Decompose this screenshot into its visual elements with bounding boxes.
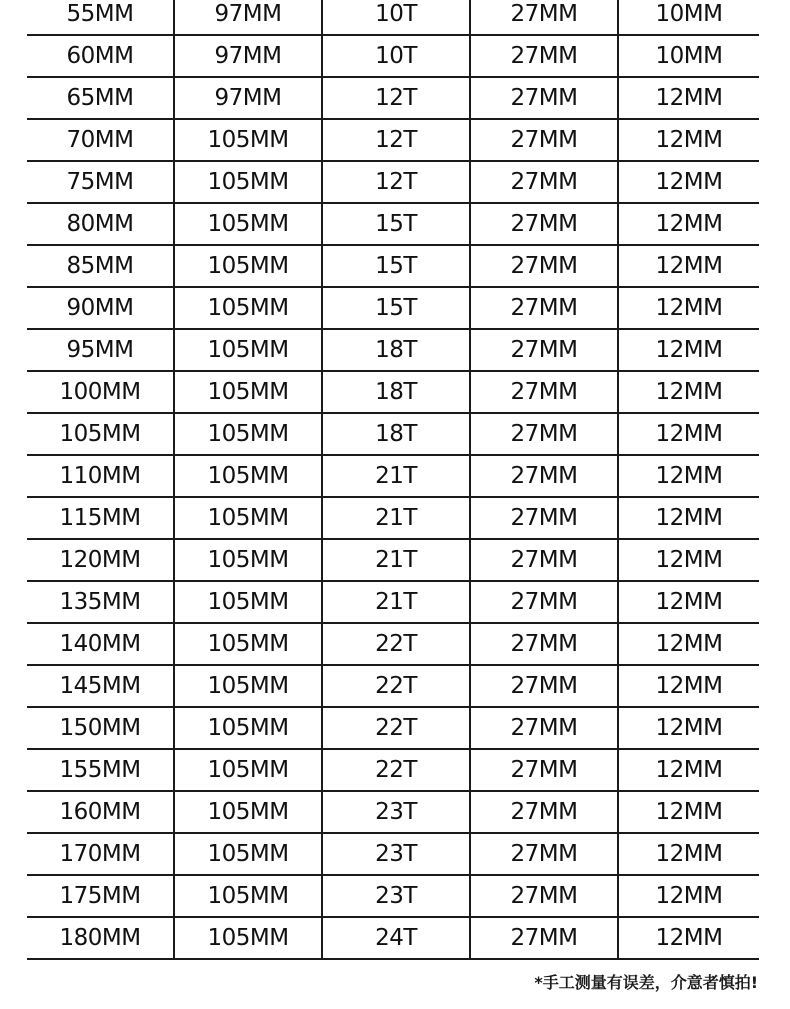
table-row (27, 35, 759, 77)
table-cell: 12MM (618, 581, 759, 623)
table-cell: 23T (322, 875, 470, 917)
table-cell: 85MM (27, 245, 174, 287)
table-cell: 27MM (470, 35, 618, 77)
table-row (27, 119, 759, 161)
table-cell: 105MM (174, 455, 322, 497)
table-cell: 18T (322, 413, 470, 455)
table-cell: 12MM (618, 539, 759, 581)
table-cell: 105MM (174, 329, 322, 371)
table-cell: 27MM (470, 749, 618, 791)
table-cell: 10T (322, 35, 470, 77)
table-cell: 55MM (27, 0, 174, 35)
table-cell: 12T (322, 77, 470, 119)
table-cell: 22T (322, 623, 470, 665)
table-cell: 105MM (174, 539, 322, 581)
table-cell: 105MM (174, 287, 322, 329)
table-cell: 100MM (27, 371, 174, 413)
table-cell: 12MM (618, 455, 759, 497)
table-cell: 150MM (27, 707, 174, 749)
table-cell: 27MM (470, 833, 618, 875)
table-cell: 27MM (470, 203, 618, 245)
table-cell: 12T (322, 119, 470, 161)
table-row (27, 665, 759, 707)
table-cell: 21T (322, 539, 470, 581)
table-cell: 27MM (470, 917, 618, 959)
table-cell: 27MM (470, 77, 618, 119)
table-cell: 27MM (470, 791, 618, 833)
table-cell: 12MM (618, 329, 759, 371)
table-cell: 27MM (470, 161, 618, 203)
table-cell: 10T (322, 0, 470, 35)
table-row (27, 581, 759, 623)
table-cell: 15T (322, 287, 470, 329)
table-cell: 12MM (618, 875, 759, 917)
table-cell: 24T (322, 917, 470, 959)
table-cell: 12MM (618, 245, 759, 287)
table-cell: 22T (322, 749, 470, 791)
table-cell: 27MM (470, 665, 618, 707)
table-cell: 12MM (618, 707, 759, 749)
table-cell: 27MM (470, 455, 618, 497)
spec-table-body (27, 0, 759, 959)
table-row (27, 245, 759, 287)
table-cell: 27MM (470, 497, 618, 539)
table-cell: 27MM (470, 0, 618, 35)
table-cell: 115MM (27, 497, 174, 539)
table-cell: 105MM (174, 875, 322, 917)
table-cell: 80MM (27, 203, 174, 245)
table-row (27, 203, 759, 245)
measurement-disclaimer: *手工测量有误差，介意者慎拍! (534, 973, 758, 992)
table-cell: 105MM (174, 623, 322, 665)
table-row (27, 287, 759, 329)
table-row (27, 497, 759, 539)
table-cell: 23T (322, 791, 470, 833)
table-row (27, 455, 759, 497)
table-cell: 75MM (27, 161, 174, 203)
table-cell: 105MM (174, 833, 322, 875)
table-cell: 160MM (27, 791, 174, 833)
table-row (27, 707, 759, 749)
table-cell: 27MM (470, 119, 618, 161)
table-cell: 105MM (174, 119, 322, 161)
table-cell: 105MM (27, 413, 174, 455)
table-cell: 27MM (470, 413, 618, 455)
table-cell: 120MM (27, 539, 174, 581)
table-row (27, 329, 759, 371)
table-cell: 27MM (470, 581, 618, 623)
table-cell: 105MM (174, 413, 322, 455)
table-cell: 27MM (470, 707, 618, 749)
table-row (27, 791, 759, 833)
table-cell: 97MM (174, 77, 322, 119)
table-cell: 145MM (27, 665, 174, 707)
table-cell: 21T (322, 581, 470, 623)
table-cell: 140MM (27, 623, 174, 665)
table-cell: 27MM (470, 539, 618, 581)
table-cell: 105MM (174, 707, 322, 749)
table-row (27, 371, 759, 413)
table-cell: 12MM (618, 203, 759, 245)
table-cell: 135MM (27, 581, 174, 623)
table-cell: 12MM (618, 497, 759, 539)
table-cell: 27MM (470, 623, 618, 665)
table-cell: 27MM (470, 287, 618, 329)
table-row (27, 833, 759, 875)
table-row (27, 161, 759, 203)
table-cell: 27MM (470, 875, 618, 917)
table-cell: 180MM (27, 917, 174, 959)
table-cell: 12MM (618, 917, 759, 959)
table-cell: 12MM (618, 791, 759, 833)
table-cell: 12MM (618, 665, 759, 707)
table-row (27, 749, 759, 791)
table-cell: 12MM (618, 833, 759, 875)
spec-table (27, 0, 759, 960)
table-row (27, 875, 759, 917)
table-cell: 12MM (618, 287, 759, 329)
table-cell: 27MM (470, 371, 618, 413)
table-row (27, 77, 759, 119)
table-cell: 12MM (618, 161, 759, 203)
table-cell: 110MM (27, 455, 174, 497)
table-row (27, 0, 759, 35)
table-cell: 12MM (618, 749, 759, 791)
table-row (27, 539, 759, 581)
table-row (27, 917, 759, 959)
table-cell: 105MM (174, 665, 322, 707)
table-cell: 12MM (618, 371, 759, 413)
table-cell: 105MM (174, 581, 322, 623)
table-cell: 12T (322, 161, 470, 203)
table-cell: 95MM (27, 329, 174, 371)
table-cell: 105MM (174, 245, 322, 287)
table-cell: 22T (322, 707, 470, 749)
table-cell: 27MM (470, 245, 618, 287)
table-row (27, 413, 759, 455)
table-cell: 97MM (174, 0, 322, 35)
table-cell: 10MM (618, 35, 759, 77)
table-cell: 175MM (27, 875, 174, 917)
table-cell: 70MM (27, 119, 174, 161)
table-cell: 23T (322, 833, 470, 875)
table-cell: 97MM (174, 35, 322, 77)
table-cell: 105MM (174, 749, 322, 791)
table-cell: 22T (322, 665, 470, 707)
table-cell: 15T (322, 203, 470, 245)
table-cell: 12MM (618, 623, 759, 665)
table-cell: 18T (322, 371, 470, 413)
table-cell: 27MM (470, 329, 618, 371)
table-cell: 21T (322, 497, 470, 539)
table-cell: 18T (322, 329, 470, 371)
table-cell: 105MM (174, 497, 322, 539)
table-row (27, 623, 759, 665)
table-cell: 10MM (618, 0, 759, 35)
table-cell: 90MM (27, 287, 174, 329)
table-cell: 105MM (174, 161, 322, 203)
table-cell: 15T (322, 245, 470, 287)
table-cell: 105MM (174, 791, 322, 833)
table-cell: 155MM (27, 749, 174, 791)
table-cell: 105MM (174, 917, 322, 959)
table-cell: 170MM (27, 833, 174, 875)
table-cell: 65MM (27, 77, 174, 119)
table-cell: 105MM (174, 371, 322, 413)
table-cell: 12MM (618, 413, 759, 455)
table-cell: 21T (322, 455, 470, 497)
table-cell: 105MM (174, 203, 322, 245)
table-cell: 12MM (618, 77, 759, 119)
table-cell: 12MM (618, 119, 759, 161)
table-cell: 60MM (27, 35, 174, 77)
